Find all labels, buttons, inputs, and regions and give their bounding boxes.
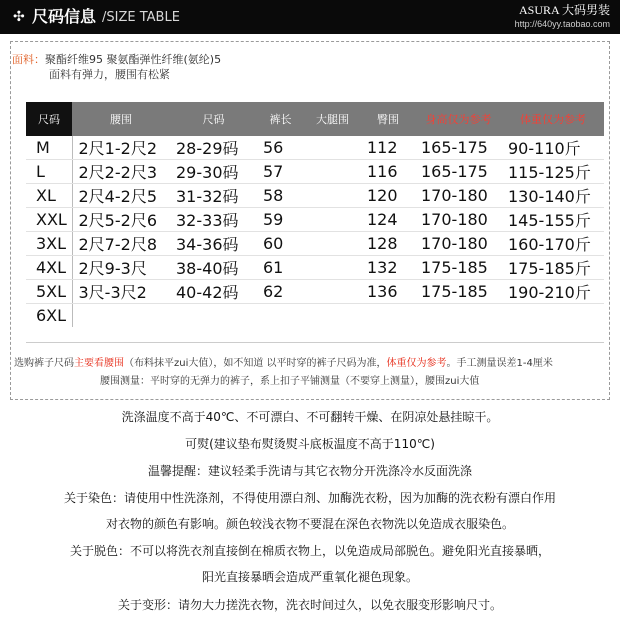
table-cell: 56 [257, 136, 304, 160]
col-header-thigh: 大腿围 [304, 102, 361, 136]
table-cell: 145-155斤 [502, 208, 604, 232]
note-text: 选购裤子尺码 [14, 358, 74, 369]
table-row [26, 232, 604, 256]
care-line: 关于变形：请勿大力搓洗衣物，洗衣时间过久，以免衣服变形影响尺寸。 [117, 598, 502, 612]
care-line: 温馨提醒：建议轻柔手洗请与其它衣物分开洗涤冷水反面洗涤 [147, 464, 472, 478]
fabric-note: 面料有弹力，腰围有松紧 [49, 68, 170, 81]
brand-logo-text: ASURA 大码男装 [518, 3, 610, 17]
table-cell: 130-140斤 [502, 184, 604, 208]
col-header-length: 裤长 [257, 102, 304, 136]
table-cell: 175-185 [415, 256, 502, 280]
size-cell: 5XL [26, 280, 72, 304]
table-cell: 62 [257, 280, 304, 304]
col-header-waist: 腰围 [72, 102, 170, 136]
size-cell: 6XL [26, 304, 72, 328]
table-cell [170, 304, 257, 328]
table-cell [257, 304, 304, 328]
header-bar [0, 0, 620, 34]
table-cell [361, 304, 415, 328]
table-cell: 124 [361, 208, 415, 232]
table-cell: 31-32码 [170, 184, 257, 208]
table-row [26, 184, 604, 208]
table-cell: 2尺4-2尺5 [72, 184, 170, 208]
col-header-weight: 体重仅为参考 [502, 102, 604, 136]
shop-url[interactable]: http://640yy.taobao.com [514, 19, 610, 29]
table-cell: 116 [361, 160, 415, 184]
table-cell: 170-180 [415, 208, 502, 232]
col-header-size: 尺码 [26, 102, 72, 136]
size-table [26, 102, 604, 327]
table-cell [415, 304, 502, 328]
section-subtitle: /SIZE TABLE [102, 10, 180, 25]
table-cell [304, 208, 361, 232]
table-cell: 165-175 [415, 160, 502, 184]
size-cell: XXL [26, 208, 72, 232]
table-row [26, 304, 604, 328]
table-cell: 2尺7-2尺8 [72, 232, 170, 256]
table-cell [502, 304, 604, 328]
table-cell: 170-180 [415, 184, 502, 208]
table-cell: 57 [257, 160, 304, 184]
size-cell: L [26, 160, 72, 184]
col-header-height: 身高仅为参考 [415, 102, 502, 136]
table-cell [72, 304, 170, 328]
purchase-note [14, 357, 553, 371]
cross-arrows-icon: ✣ [13, 9, 25, 25]
table-cell: 115-125斤 [502, 160, 604, 184]
table-cell: 60 [257, 232, 304, 256]
size-cell: M [26, 136, 72, 160]
table-cell: 132 [361, 256, 415, 280]
table-header-row [26, 102, 604, 136]
table-row [26, 256, 604, 280]
fabric-value: 聚酯纤维95 聚氨酯弹性纤维(氨纶)5 [45, 53, 222, 66]
note-text: （布料抹平zui大值），如不知道 以平时穿的裤子尺码为准， [124, 358, 387, 369]
table-cell [304, 136, 361, 160]
table-cell [304, 232, 361, 256]
care-line: 对衣物的颜色有影响。颜色较浅衣物不要混在深色衣物洗以免造成衣服染色。 [105, 517, 514, 531]
table-row [26, 160, 604, 184]
table-cell: 2尺5-2尺6 [72, 208, 170, 232]
care-line: 可熨(建议垫布熨烫熨斗底板温度不高于110℃) [185, 437, 435, 451]
table-cell: 61 [257, 256, 304, 280]
table-cell: 90-110斤 [502, 136, 604, 160]
care-line: 关于染色：请使用中性洗涤剂，不得使用漂白剂、加酶洗衣粉，因为加酶的洗衣粉有漂白作用 [63, 491, 556, 505]
table-cell: 136 [361, 280, 415, 304]
table-cell [304, 304, 361, 328]
table-cell: 28-29码 [170, 136, 257, 160]
table-cell: 32-33码 [170, 208, 257, 232]
table-cell: 175-185 [415, 280, 502, 304]
size-cell: XL [26, 184, 72, 208]
table-cell: 120 [361, 184, 415, 208]
fabric-composition [12, 52, 221, 67]
col-header-pant-size: 尺码 [170, 102, 257, 136]
table-cell: 2尺9-3尺 [72, 256, 170, 280]
table-cell: 3尺-3尺2 [72, 280, 170, 304]
care-line: 洗涤温度不高于40℃、不可漂白、不可翻转干燥、在阴凉处悬挂晾干。 [121, 410, 499, 424]
table-cell: 128 [361, 232, 415, 256]
size-cell: 3XL [26, 232, 72, 256]
table-cell: 40-42码 [170, 280, 257, 304]
note-highlight-waist: 主要看腰围 [74, 358, 124, 369]
fabric-label: 面料： [12, 53, 45, 66]
table-cell [304, 280, 361, 304]
table-cell [304, 256, 361, 280]
table-cell: 59 [257, 208, 304, 232]
table-cell: 160-170斤 [502, 232, 604, 256]
waist-measure-note: 腰围测量：平时穿的无弹力的裤子，系上扣子平铺测量（不要穿上测量），腰围zui大值 [100, 376, 480, 387]
table-cell: 190-210斤 [502, 280, 604, 304]
size-cell: 4XL [26, 256, 72, 280]
table-cell: 2尺1-2尺2 [72, 136, 170, 160]
table-cell: 175-185斤 [502, 256, 604, 280]
table-cell: 58 [257, 184, 304, 208]
table-cell [304, 160, 361, 184]
table-cell: 38-40码 [170, 256, 257, 280]
table-cell: 170-180 [415, 232, 502, 256]
col-header-hip: 臀围 [361, 102, 415, 136]
table-cell: 112 [361, 136, 415, 160]
section-title: 尺码信息 [32, 7, 97, 26]
table-row [26, 280, 604, 304]
table-cell: 29-30码 [170, 160, 257, 184]
table-cell: 34-36码 [170, 232, 257, 256]
table-row [26, 208, 604, 232]
table-cell: 165-175 [415, 136, 502, 160]
table-cell: 2尺2-2尺3 [72, 160, 170, 184]
note-highlight-weight: 体重仅为参考 [386, 358, 447, 369]
table-bottom-border [26, 342, 604, 343]
table-cell [304, 184, 361, 208]
note-text: 。手工测量误差1-4厘米 [446, 358, 553, 369]
care-line: 关于脱色：不可以将洗衣剂直接倒在棉质衣物上，以免造成局部脱色。避免阳光直接暴晒， [69, 544, 550, 558]
care-line: 阳光直接暴晒会造成严重氧化褪色现象。 [201, 570, 418, 584]
table-row [26, 136, 604, 160]
